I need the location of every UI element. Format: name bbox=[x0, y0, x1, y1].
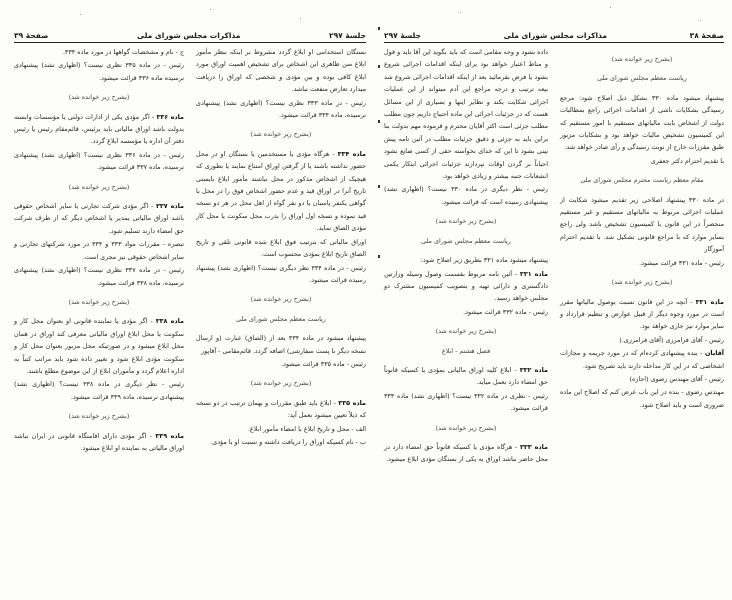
session-label: جلسهٔ ۲۹۷ bbox=[384, 30, 422, 40]
paragraph bbox=[14, 149, 184, 174]
paragraph-text: (بشرح زیر خوانده شد) bbox=[68, 93, 130, 102]
section-caption bbox=[196, 377, 366, 389]
paragraph bbox=[14, 111, 184, 148]
header-rule bbox=[384, 42, 724, 43]
paragraph bbox=[14, 59, 184, 84]
article-number: ماده ۳۳۳ bbox=[519, 442, 548, 451]
paragraph-text: - اگر مؤدی دارای اقامتگاه قانونی در ایران نباشد اوراق مالیاتی به نماینده او ابلاغ میشود. bbox=[14, 431, 184, 452]
paragraph bbox=[196, 148, 366, 235]
paragraph-text: (بشرح زیر خوانده شد) bbox=[435, 327, 497, 336]
paragraph-text: (بشرح زیر خوانده شد) bbox=[68, 412, 130, 421]
paragraph-text: با تقدیم احترام دکتر جعفری bbox=[650, 156, 724, 165]
paragraph-text: - اگر مؤدی یکی از ادارات دولتی یا مؤسسات وابسته بدولت باشد اوراق مالیاتی باید برئیس، قائم‌مقام رئیس یا رئیس دفتر آن اداره یا مؤسسه ابلاغ گردد. bbox=[14, 112, 184, 146]
paragraph bbox=[560, 296, 724, 333]
paragraph bbox=[14, 315, 184, 377]
paragraph-text: - اگر مؤدی یا نماینده قانونی او بعنوان محل کار و سکونت یا محل ابلاغ اوراق مالیاتی معرفی کند اوراق در همان محل ابلاغ میشود و در صورتیکه محل مزبور بعنوان محل کار و سکونت مؤدی ابلاغ شود و تغییر داده شود باید مراتب کتباً به اداره اعلام گردد و مأموران ابلاغ از این موضوع مطلع باشند. bbox=[14, 317, 184, 375]
paragraph-text: ج - نام و مشخصات گواهها در مورد ماده ۳۳۴. bbox=[62, 48, 184, 56]
paragraph bbox=[196, 262, 366, 287]
paragraph-text: (بشرح زیر خوانده شد) bbox=[250, 295, 312, 304]
section-caption bbox=[14, 181, 184, 193]
paragraph-text: (بشرح زیر خوانده شد) bbox=[611, 278, 673, 287]
paragraph bbox=[14, 378, 184, 403]
paragraph-text: رئیس - نظری در ماده ۳۳۲ نیست؟ (اظهاری نشد) ماده ۳۳۳ قرائت میشود. bbox=[384, 391, 548, 413]
paragraph-text: ریاست معظم مجلس شورای ملی bbox=[597, 74, 687, 83]
section-caption bbox=[196, 293, 366, 305]
paragraph bbox=[384, 441, 548, 466]
paragraph-text: (بشرح زیر خوانده شد) bbox=[611, 55, 673, 63]
paragraph bbox=[384, 390, 548, 415]
paragraph bbox=[384, 306, 548, 318]
column-left bbox=[384, 46, 548, 570]
article-number: ماده ۳۳۶ bbox=[156, 112, 184, 121]
paragraph-text: - هرگاه مؤدی یا کسیکه قانوناً حق امضاء دارد در محل حاضر نباشد اوراق به یکی از بستگان مؤدی ابلاغ میشود. bbox=[384, 442, 548, 464]
paragraph bbox=[196, 358, 366, 370]
paragraph-text: رئیس - نظر دیگری در ماده ۳۳۰ نیست؟ (اظهاری نشد) پیشنهادی رسیده است که قرائت میشود. bbox=[384, 185, 548, 206]
paragraph bbox=[560, 155, 724, 167]
running-title: مذاکرات مجلس شورای ملی bbox=[137, 30, 241, 40]
paragraph-text: - بنده پیشنهادی کرده‌ام که در مورد جریمه و مجازات اشخاصی که در این کار مداخله دارند باید تصریح شود. bbox=[560, 349, 724, 370]
column-right bbox=[560, 46, 724, 570]
article-number: ماده ۳۳۵ bbox=[338, 398, 366, 407]
paragraph bbox=[196, 97, 366, 122]
article-number: ماده ۳۳۲ bbox=[519, 365, 548, 374]
paragraph-text: رئیس - آقای فرامرزی (آقای فرامرزی.) bbox=[619, 335, 724, 344]
paragraph-text: - آنچه در این قانون نسبت بوصول مالیاتها مقرر است در مورد وجوه دیگر از قبیل عوارض و تنظیم قرارداد و سایر موارد نیز جاری خواهد بود. bbox=[560, 297, 724, 331]
paragraph-text: رئیس - در ماده ۳۳۳ نظری نیست؟ (اظهاری نشد) پیشنهادی نرسیده، ماده ۳۳۴ قرائت میشود. bbox=[196, 98, 366, 120]
paragraph bbox=[14, 238, 184, 263]
paragraph-text: ریاست معظم مجلس شورای ملی bbox=[421, 236, 511, 245]
paragraph-text: (بشرح زیر خوانده شد) bbox=[435, 217, 497, 226]
article-number: ماده ۳۳۱ bbox=[519, 269, 548, 278]
paragraph-text: مقام معظم ریاست محترم مجلس شورای ملی bbox=[580, 176, 704, 185]
text-columns bbox=[384, 46, 724, 570]
page-number: صفحهٔ ۳۹ bbox=[14, 30, 49, 40]
running-head bbox=[384, 29, 724, 41]
paragraph bbox=[384, 254, 548, 266]
running-head bbox=[14, 29, 366, 41]
paragraph bbox=[196, 436, 366, 448]
paragraph-text: (بشرح زیر خوانده شد) bbox=[68, 182, 130, 191]
section-caption bbox=[560, 53, 724, 65]
paragraph-text: - آئین نامه مربوط بقسمت وصول وسیله وزارتین دادگستری و دارائی تهیه و بتصویب کمیسیون مشترک دو مجلس خواهد رسید. bbox=[384, 269, 548, 303]
section-caption bbox=[560, 174, 724, 186]
page-gutter bbox=[366, 25, 384, 585]
running-title: مذاکرات مجلس شورای ملی bbox=[503, 30, 607, 40]
paragraph bbox=[196, 46, 366, 96]
paragraph-text: فصل هشتم - ابلاغ bbox=[441, 346, 491, 355]
session-label: جلسهٔ ۲۹۷ bbox=[329, 30, 366, 40]
paragraph bbox=[560, 373, 724, 385]
left-page bbox=[14, 0, 366, 600]
paragraph-text: - هرگاه مؤدی یا مستخدمین یا بستگان او در محل حضور نداشته باشند یا از گرفتن اوراق امتناع نمایند یا بطوری که هیچیک از اشخاص مذکور در محل نباشند مأمور ابلاغ بایستی تاریخ آنرا در اوراق قید و عدم حضور اشخاص فوق را در محل با گواهی یکنفر پاسبان یا دو نفر گواه از اهل محل در هر دو نسخه قید نموده و نسخه اول اوراق را بدرب محل سکونت یا محل کار مؤدی الصاق نماید. bbox=[196, 149, 366, 233]
paragraph-text: رئیس - ماده ۳۳۲ قرائت میشود. bbox=[463, 307, 548, 316]
paragraph bbox=[14, 200, 184, 237]
paragraph-text: تبصره - مقررات مواد ۳۳۳ و ۳۳۴ در مورد شرکتهای تجارتی و سایر اشخاص حقوقی نیز مجری است. bbox=[14, 240, 184, 261]
paragraph-text: بستگان استخدامی او ابلاغ گردد مشروط بر اینکه بنظر مأمور ابلاغ سن ظاهری این اشخاص برای تشخیص اهمیت اوراق مورد ابلاغ کافی بوده و بین مؤدی و شخصی که اوراق را دریافت میدارد تعارض منفعت نباشد. bbox=[196, 48, 366, 94]
section-caption bbox=[560, 276, 724, 288]
paragraph bbox=[560, 334, 724, 346]
paragraph-text: داده بشود و وجه مقامی است که باید بگوید این آقا باید و قول و مناط اعتبار خواهد بود برای اینکه اقدامات اجرائی شروع بشود یا فرض بفرمائید بعد از اینکه اقدامات اجرائی شروع شد بیعه ترتیب و درجه مراجع این آدم میتواند از این عملیات اجرائی شکایت بکند و نظایر اینها و بسیاری از این مسائل هست که در جزئیات اجرائی این ماده احتیاج داریم چون مطلب مطلب جزئی است اکثر آقایان محترم و قرموده مهم بدولت بنا براین باید به جزئی و دقیق جزئیات مطلب در آئین نامه پیش بینی بشود تا این که خدای نخواسته حقی از کسی ضایع نشود احیاناً بر گردن اوقات نپردازند جزئیات اجرائی اینکار یکمی انشعابات جنبه بیشتر و زیادی خواهد بود. bbox=[384, 48, 548, 181]
paragraph-text: - ابلاغ کلیه اوراق مالیاتی بمؤدی یا کسیکه قانوناً حق امضاء دارد بعمل میآید. bbox=[384, 365, 548, 387]
paragraph-text: (بشرح زیر خوانده شد) bbox=[68, 297, 130, 306]
paragraph-text: (بشرح زیر خوانده شد) bbox=[435, 423, 497, 432]
section-caption bbox=[196, 313, 366, 325]
paragraph-text: (بشرح زیر خوانده شد) bbox=[250, 379, 312, 388]
text-columns bbox=[14, 46, 366, 570]
article-number: ماده ۳۳۸ bbox=[155, 317, 184, 326]
paragraph bbox=[560, 194, 724, 256]
paragraph bbox=[560, 92, 724, 154]
column-right bbox=[196, 46, 366, 570]
paragraph-text: الف - محل و تاریخ ابلاغ با امضاء مأمور ابلاغ. bbox=[247, 424, 366, 433]
paragraph-text: ب - نام کسیکه اوراق را دریافت داشته و نسبت او با مؤدی. bbox=[210, 437, 366, 446]
paragraph-text: رئیس - در ماده ۳۳۷ نظری نیست؟ (اظهاری نشد) پیشنهادی نرسیده، ماده ۳۳۸ قرائت میشود. bbox=[14, 266, 184, 287]
section-caption bbox=[560, 72, 724, 84]
paragraph bbox=[560, 257, 724, 269]
paragraph-text: رئیس - در ماده ۳۳۴ نظر دیگری نیست؟ (اظهاری نشد) پیشنهاد رسیده قرائت میشود. bbox=[196, 263, 367, 284]
paragraph-text: پیشنهاد میشود ماده ۳۳۱ بطریق زیر اصلاح شود: bbox=[420, 256, 548, 265]
section-caption bbox=[196, 128, 366, 140]
paragraph bbox=[196, 423, 366, 435]
article-number: ماده ۳۳۷ bbox=[155, 202, 184, 211]
section-caption bbox=[14, 91, 184, 103]
paragraph-text: رئیس - نظر دیگری در ماده ۳۳۸ نیست؟ (اظهاری نشد) پیشنهادی نرسیده، ماده ۳۳۹ قرائت میشود. bbox=[14, 380, 184, 401]
paragraph bbox=[14, 430, 184, 455]
article-number: ماده ۳۳۹ bbox=[155, 431, 184, 440]
header-rule bbox=[14, 42, 366, 43]
column-left bbox=[14, 46, 184, 570]
paragraph-text: ریاست معظم مجلس شورای ملی bbox=[236, 314, 326, 323]
section-caption bbox=[14, 296, 184, 308]
paragraph-text: - ابلاغ باید طبق مقررات و بهمان ترتیب در دو نسخه که ذیلاً تعیین میشود بعمل آید: bbox=[196, 398, 366, 420]
section-caption bbox=[384, 345, 548, 357]
right-page bbox=[384, 0, 724, 600]
paragraph bbox=[384, 268, 548, 305]
section-caption bbox=[14, 410, 184, 422]
paragraph bbox=[384, 46, 548, 182]
paragraph-text: رئیس - در ماده ۳۳۶ نظری نیست؟ (اظهاری نشد) پیشنهادی نرسیده، ماده ۳۳۷ قرائت میشود. bbox=[14, 150, 184, 172]
paragraph-text: در ماده ۳۳۰ پیشنهاد اصلاحی زیر تقدیم میشود شکایت از عملیات اجرائی مربوط به مالیاتهای مستقیم و غیر مستقیم منحصراً در این قانون با کمیسیون تشخیص باشد ولی راجع بسایر موارد که با مراجع قانونی تشکیل شد. با تقدیم احترام آموزگار bbox=[560, 195, 725, 254]
paragraph bbox=[384, 183, 548, 208]
paragraph-text: (بشرح زیر خوانده شد) bbox=[250, 130, 312, 139]
paragraph bbox=[196, 236, 366, 261]
paragraph-text: رئیس - ماده ۳۳۵ قرائت میشود. bbox=[281, 359, 366, 368]
paragraph bbox=[14, 46, 184, 58]
article-number: آقایان bbox=[704, 349, 724, 358]
article-number: ماده ۳۳۱ bbox=[695, 297, 724, 306]
section-caption bbox=[384, 215, 548, 227]
paragraph bbox=[384, 364, 548, 389]
paragraph bbox=[560, 386, 724, 411]
section-caption bbox=[384, 422, 548, 434]
paragraph bbox=[14, 264, 184, 289]
paragraph-text: مهندس رضوی - بنده در این باب عرض کنم که اصلاح این ماده ضروری است و باید اصلاح شود. bbox=[560, 388, 724, 409]
paragraph bbox=[196, 332, 366, 357]
article-number: ماده ۳۳۴ bbox=[337, 149, 366, 158]
paragraph-text: پیشنهاد میشود در ماده ۳۳۴ بعد از (الصاق) عبارت (و ارسال نسخه دیگر با پست سفارشی) اضافه گردد. قائم‌مقامی - آقاپور bbox=[196, 334, 366, 355]
paragraph-text: رئیس - آقای مهندس رضوی (اجازه) bbox=[629, 374, 724, 383]
paragraph-text: پیشنهاد میشود ماده ۳۳۰ بشکل ذیل اصلاح شود: مرجع رسیدگی بشکایات ناشی از اقدامات اجرائی راجع بمطالبات دولت از اشخاص بابت مالیاتهای مستقیم با امور مستقیم که این کمیسیون تشخیص مالیات خواهد بود و بشکایات مزبور طبق مقررات خارج از نوبت رسیدگی و رأی صادر خواهد شد. bbox=[560, 93, 724, 152]
section-caption bbox=[384, 325, 548, 337]
paragraph bbox=[196, 397, 366, 422]
section-caption bbox=[384, 235, 548, 247]
paragraph-text: اوراق مالیاتی که بترتیب فوق ابلاغ شده قانونی تلقی و تاریخ الصاق تاریخ ابلاغ بمؤدی محسوب است. bbox=[196, 237, 366, 259]
paragraph bbox=[560, 347, 724, 372]
paragraph-text: رئیس - در ماده ۳۳۵ نظری نیست؟ (اظهاری نشد) پیشنهادی نرسیده ماده ۳۳۶ قرائت میشود. bbox=[14, 61, 184, 82]
paragraph-text: - اگر مؤدی شرکت تجارتی یا سایر اشخاص حقوقی باشد اوراق مالیاتی بمدیر یا اشخاص دیگر که از طرف شرکت حق امضاء دارند تسلیم شود. bbox=[14, 202, 184, 235]
paragraph-text: رئیس - ماده ۳۳۱ قرائت میشود. bbox=[639, 258, 724, 267]
page-number: صفحهٔ ۳۸ bbox=[689, 30, 724, 40]
